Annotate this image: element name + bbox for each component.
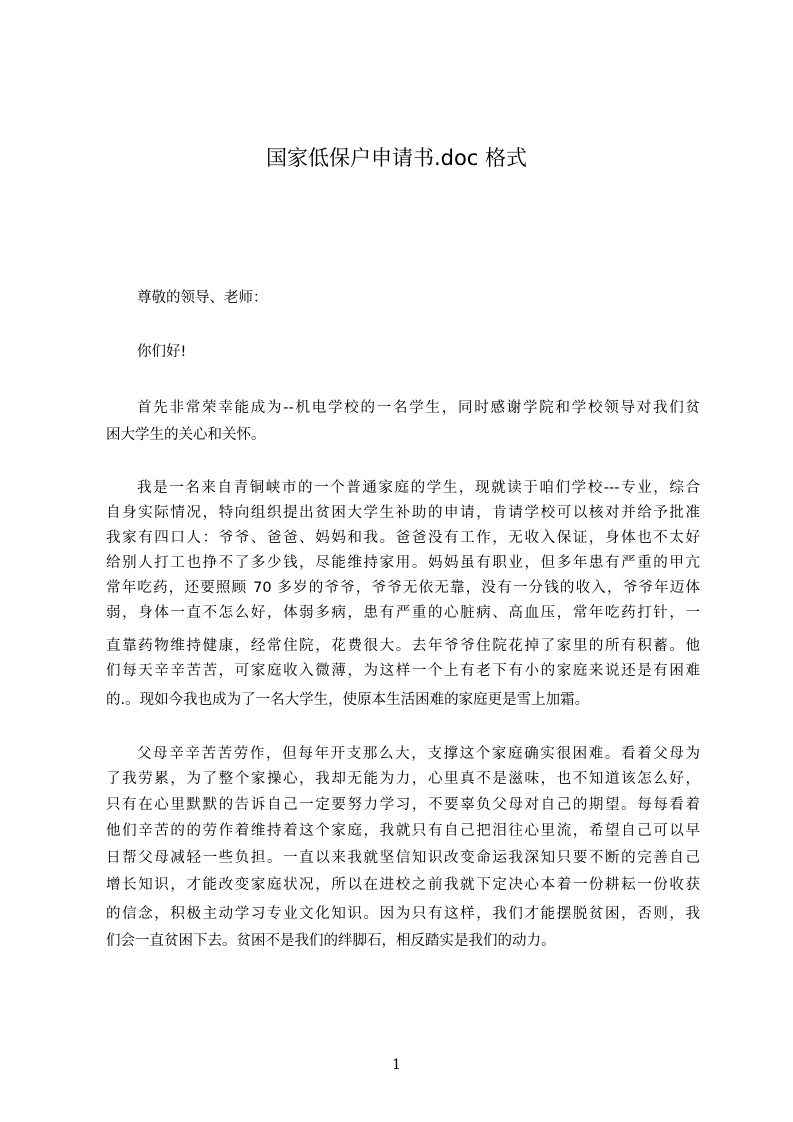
paragraph-line: 直靠药物维持健康，经常住院，花费很大。去年爷爷住院花掉了家里的所有积蓄。他 xyxy=(106,638,700,654)
paragraph-line: 父母辛辛苦苦劳作，但每年开支那么大，支撑这个家庭确实很困难。看着父母为 xyxy=(137,746,700,762)
paragraph-line: 的.。现如今我也成为了一名大学生，使原本生活困难的家庭更是雪上加霜。 xyxy=(106,692,590,708)
paragraph-line: 他们辛苦的的劳作着维持着这个家庭，我就只有自己把泪往心里流，希望自己可以早 xyxy=(106,823,700,839)
greeting: 你们好! xyxy=(137,344,187,360)
paragraph-line: 的信念，积极主动学习专业文化知识。因为只有这样，我们才能摆脱贫困，否则，我 xyxy=(106,906,700,922)
paragraph-line: 弱，身体一直不怎么好，体弱多病，患有严重的心脏病、高血压，常年吃药打针，一 xyxy=(106,605,700,621)
paragraph-line: 给别人打工也挣不了多少钱，尽能维持家用。妈妈虽有职业，但多年患有严重的甲亢 xyxy=(106,555,700,571)
paragraph-line: 们每天辛辛苦苦，可家庭收入微薄，为这样一个上有老下有小的家庭来说还是有困难 xyxy=(106,663,700,679)
paragraph-line: 们会一直贫困下去。贫困不是我们的绊脚石，相反踏实是我们的动力。 xyxy=(106,933,556,949)
paragraph-line: 增长知识，才能改变家庭状况，所以在进校之前我就下定决心本着一份耕耘一份收获 xyxy=(106,877,700,893)
page-number: 1 xyxy=(392,1057,401,1073)
document-title: 国家低保户申请书.doc 格式 xyxy=(265,146,528,170)
paragraph-line: 我家有四口人：爷爷、爸爸、妈妈和我。爸爸没有工作，无收入保证，身体也不太好 xyxy=(106,530,700,546)
paragraph-line: 了我劳累，为了整个家操心，我却无能为力，心里真不是滋味，也不知道该怎么好， xyxy=(106,771,700,787)
paragraph-line: 我是一名来自青铜峡市的一个普通家庭的学生，现就读于咱们学校---专业，综合 xyxy=(137,480,700,496)
paragraph-line: 自身实际情况，特向组织提出贫困大学生补助的申请，肯请学校可以核对并给予批准 xyxy=(106,505,700,521)
paragraph-line: 常年吃药，还要照顾 70 多岁的爷爷，爷爷无依无靠，没有一分钱的收入，爷爷年迈体 xyxy=(106,580,700,596)
salutation: 尊敬的领导、老师： xyxy=(137,290,268,306)
paragraph-line: 日帮父母减轻一些负担。一直以来我就坚信知识改变命运我深知只要不断的完善自己 xyxy=(106,850,700,866)
paragraph-line: 首先非常荣幸能成为--机电学校的一名学生，同时感谢学院和学校领导对我们贫 xyxy=(137,400,700,416)
paragraph-line: 只有在心里默默的告诉自己一定要努力学习，不要辜负父母对自己的期望。每每看着 xyxy=(106,797,700,813)
paragraph-line: 困大学生的关心和关怀。 xyxy=(106,427,266,443)
